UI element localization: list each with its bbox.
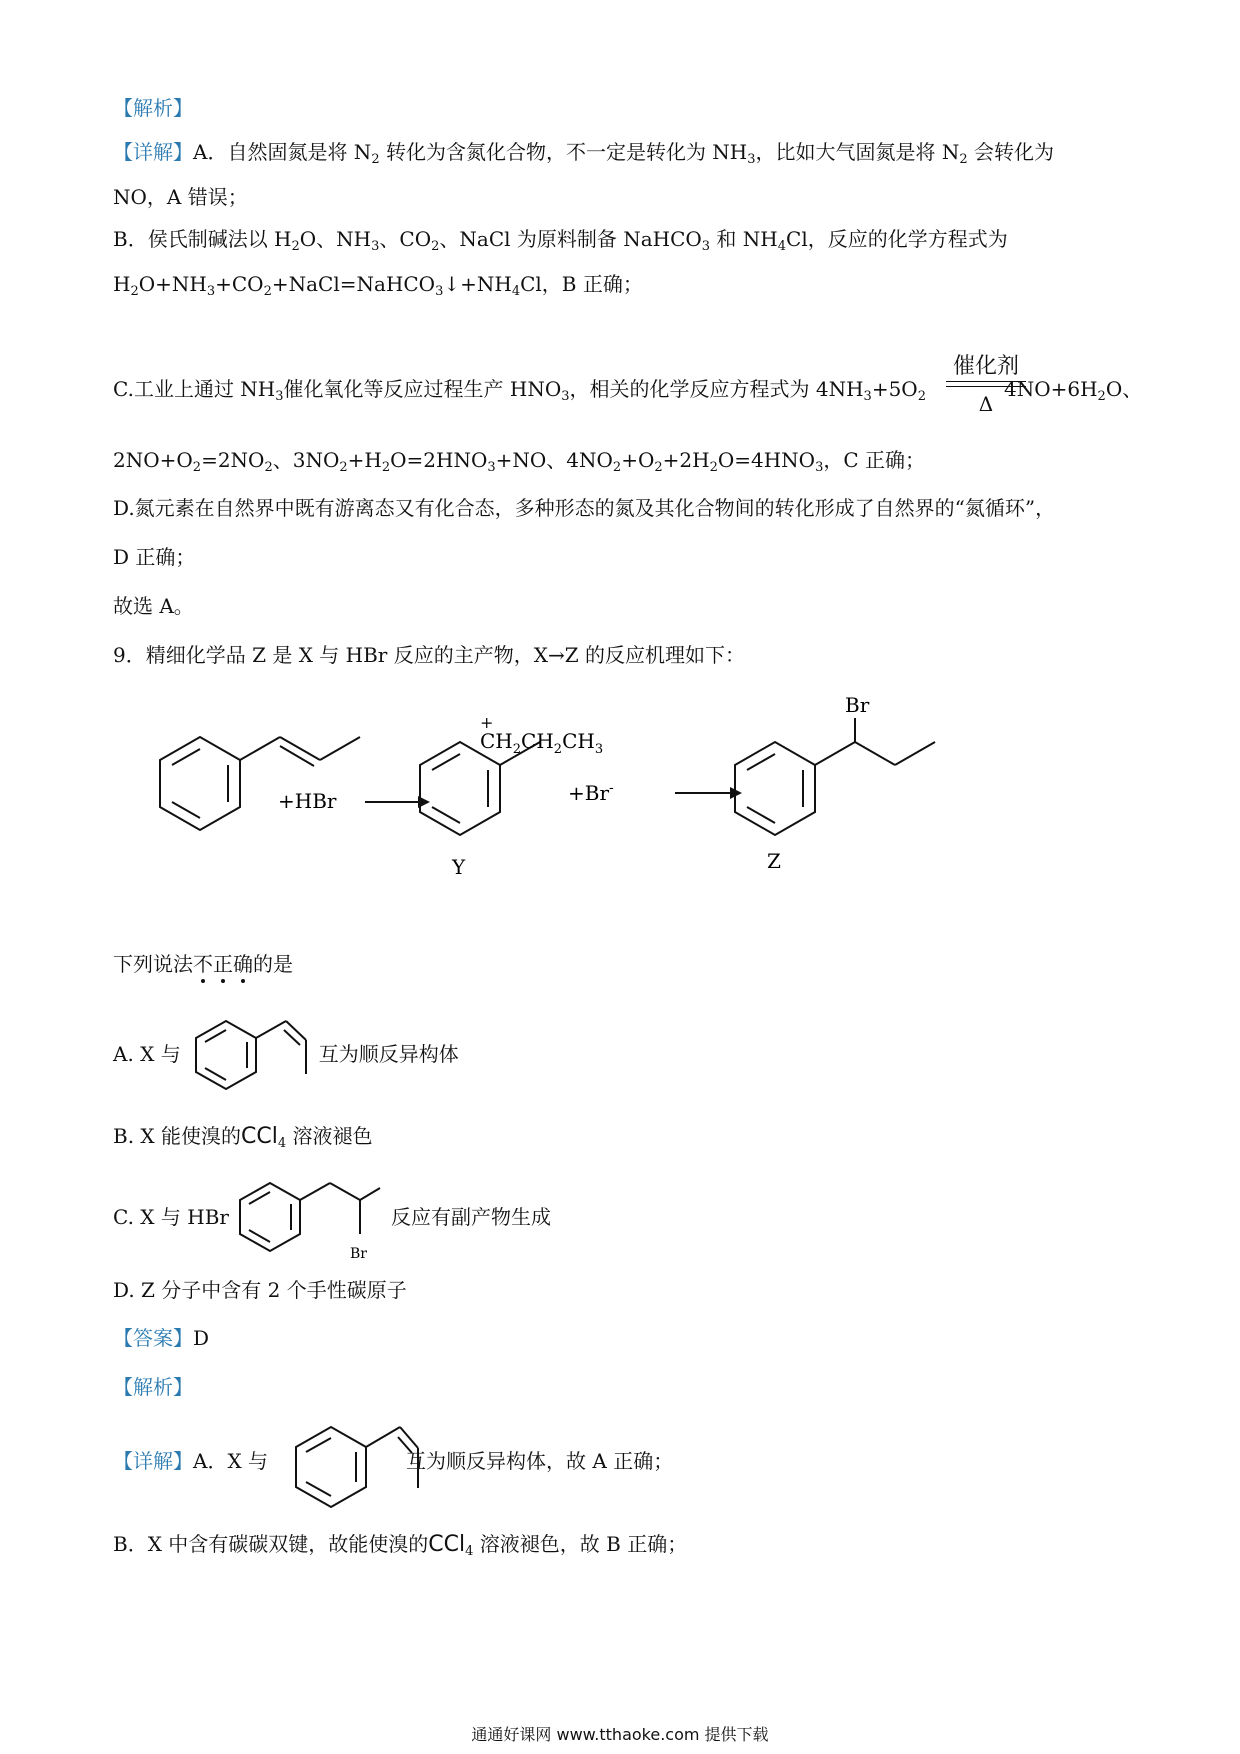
heat-symbol: Δ <box>978 392 994 416</box>
footer-watermark: 通通好课网 www.tthaoke.com 提供下载 <box>471 1725 769 1744</box>
equilibrium-line-top <box>946 381 1026 382</box>
option-a: A. X 与 互为顺反异构体 <box>113 1042 459 1066</box>
q9-stem: 9．精细化学品 Z 是 X 与 HBr 反应的主产物，X→Z 的反应机理如下： <box>113 643 745 667</box>
detail-d-line2: D 正确； <box>113 545 196 569</box>
carbocation-charge: + <box>480 713 494 732</box>
byproduct-br: Br <box>350 1246 367 1262</box>
arrowhead-1 <box>418 796 430 808</box>
detail-a-line: 【详解】A．自然固氮是将 $N_2$ 转化为含氮化合物，不一定是转化为 $NH_3$，比如大气固氮是将 $N_2$ 会转化为 <box>113 140 1055 167</box>
question-prompt: 下列说法不正确的是 <box>113 952 293 976</box>
analysis-tag-2: 【解析】 <box>113 1375 193 1399</box>
reaction-scheme <box>100 690 1000 890</box>
y-chain-label: $CH_2CH_2CH_3$ <box>480 729 604 757</box>
option-b: B. X 能使溴的CCl$_4$ 溶液褪色 <box>113 1124 373 1151</box>
plus-br-ion: +Br- <box>568 780 614 805</box>
plus-hbr: +HBr <box>278 789 337 813</box>
analysis-tag: 【解析】 <box>113 96 193 120</box>
detail-c-line1: C.工业上通过 $NH_3$催化氧化等反应过程生产 $HNO_3$，相关的化学反应方程式为 $4NH_3+5O_2$ $4NO+6H_2O$、 <box>113 377 1143 404</box>
cis-isomer-structure-2 <box>288 1418 428 1518</box>
text: A．自然固氮是将 N <box>193 140 372 164</box>
equilibrium-line-bottom <box>946 386 1026 387</box>
detail-b-q9: B．X 中含有碳碳双键，故能使溴的CCl$_4$ 溶液褪色，故 B 正确； <box>113 1532 688 1559</box>
detail-tag: 【详解】 <box>113 140 193 164</box>
option-d: D. Z 分子中含有 2 个手性碳原子 <box>113 1278 407 1302</box>
detail-a-cont: NO，A 错误； <box>113 185 248 209</box>
detail-d-line1: D.氮元素在自然界中既有游离态又有化合态，多种形态的氮及其化合物间的转化形成了自然界的“氮循环”， <box>113 496 1056 520</box>
byproduct-structure <box>232 1176 382 1266</box>
label-z: Z <box>767 849 781 873</box>
catalyst-label: 催化剂 <box>952 354 1019 379</box>
detail-c-line2: $2NO+O_2=2NO_2$、$3NO_2+H_2O=2HNO_3+NO$、$4NO_2+O_2+2H_2O=4HNO_3$，C 正确； <box>113 448 926 475</box>
detail-b-line2: $H_2O+NH_3+CO_2+NaCl=NaHCO_3↓+NH_4Cl$，B 正确； <box>113 272 643 299</box>
label-y: Y <box>452 855 466 879</box>
x-side-chain <box>240 737 280 760</box>
detail-a-q9: 【详解】A．X 与 互为顺反异构体，故 A 正确； <box>113 1449 674 1473</box>
option-c: C. X 与 HBr 反应有副产物生成 <box>113 1205 551 1229</box>
cis-isomer-structure <box>188 1014 318 1094</box>
choose-line: 故选 A。 <box>113 594 194 618</box>
detail-b-line1: B．侯氏制碱法以 $H_2O$、$NH_3$、$CO_2$、NaCl 为原料制备 NaHCO$_3$ 和 $NH_4Cl$，反应的化学方程式为 <box>113 227 1008 254</box>
z-br-atom: Br <box>845 693 870 717</box>
answer-line: 【答案】D <box>113 1326 210 1350</box>
